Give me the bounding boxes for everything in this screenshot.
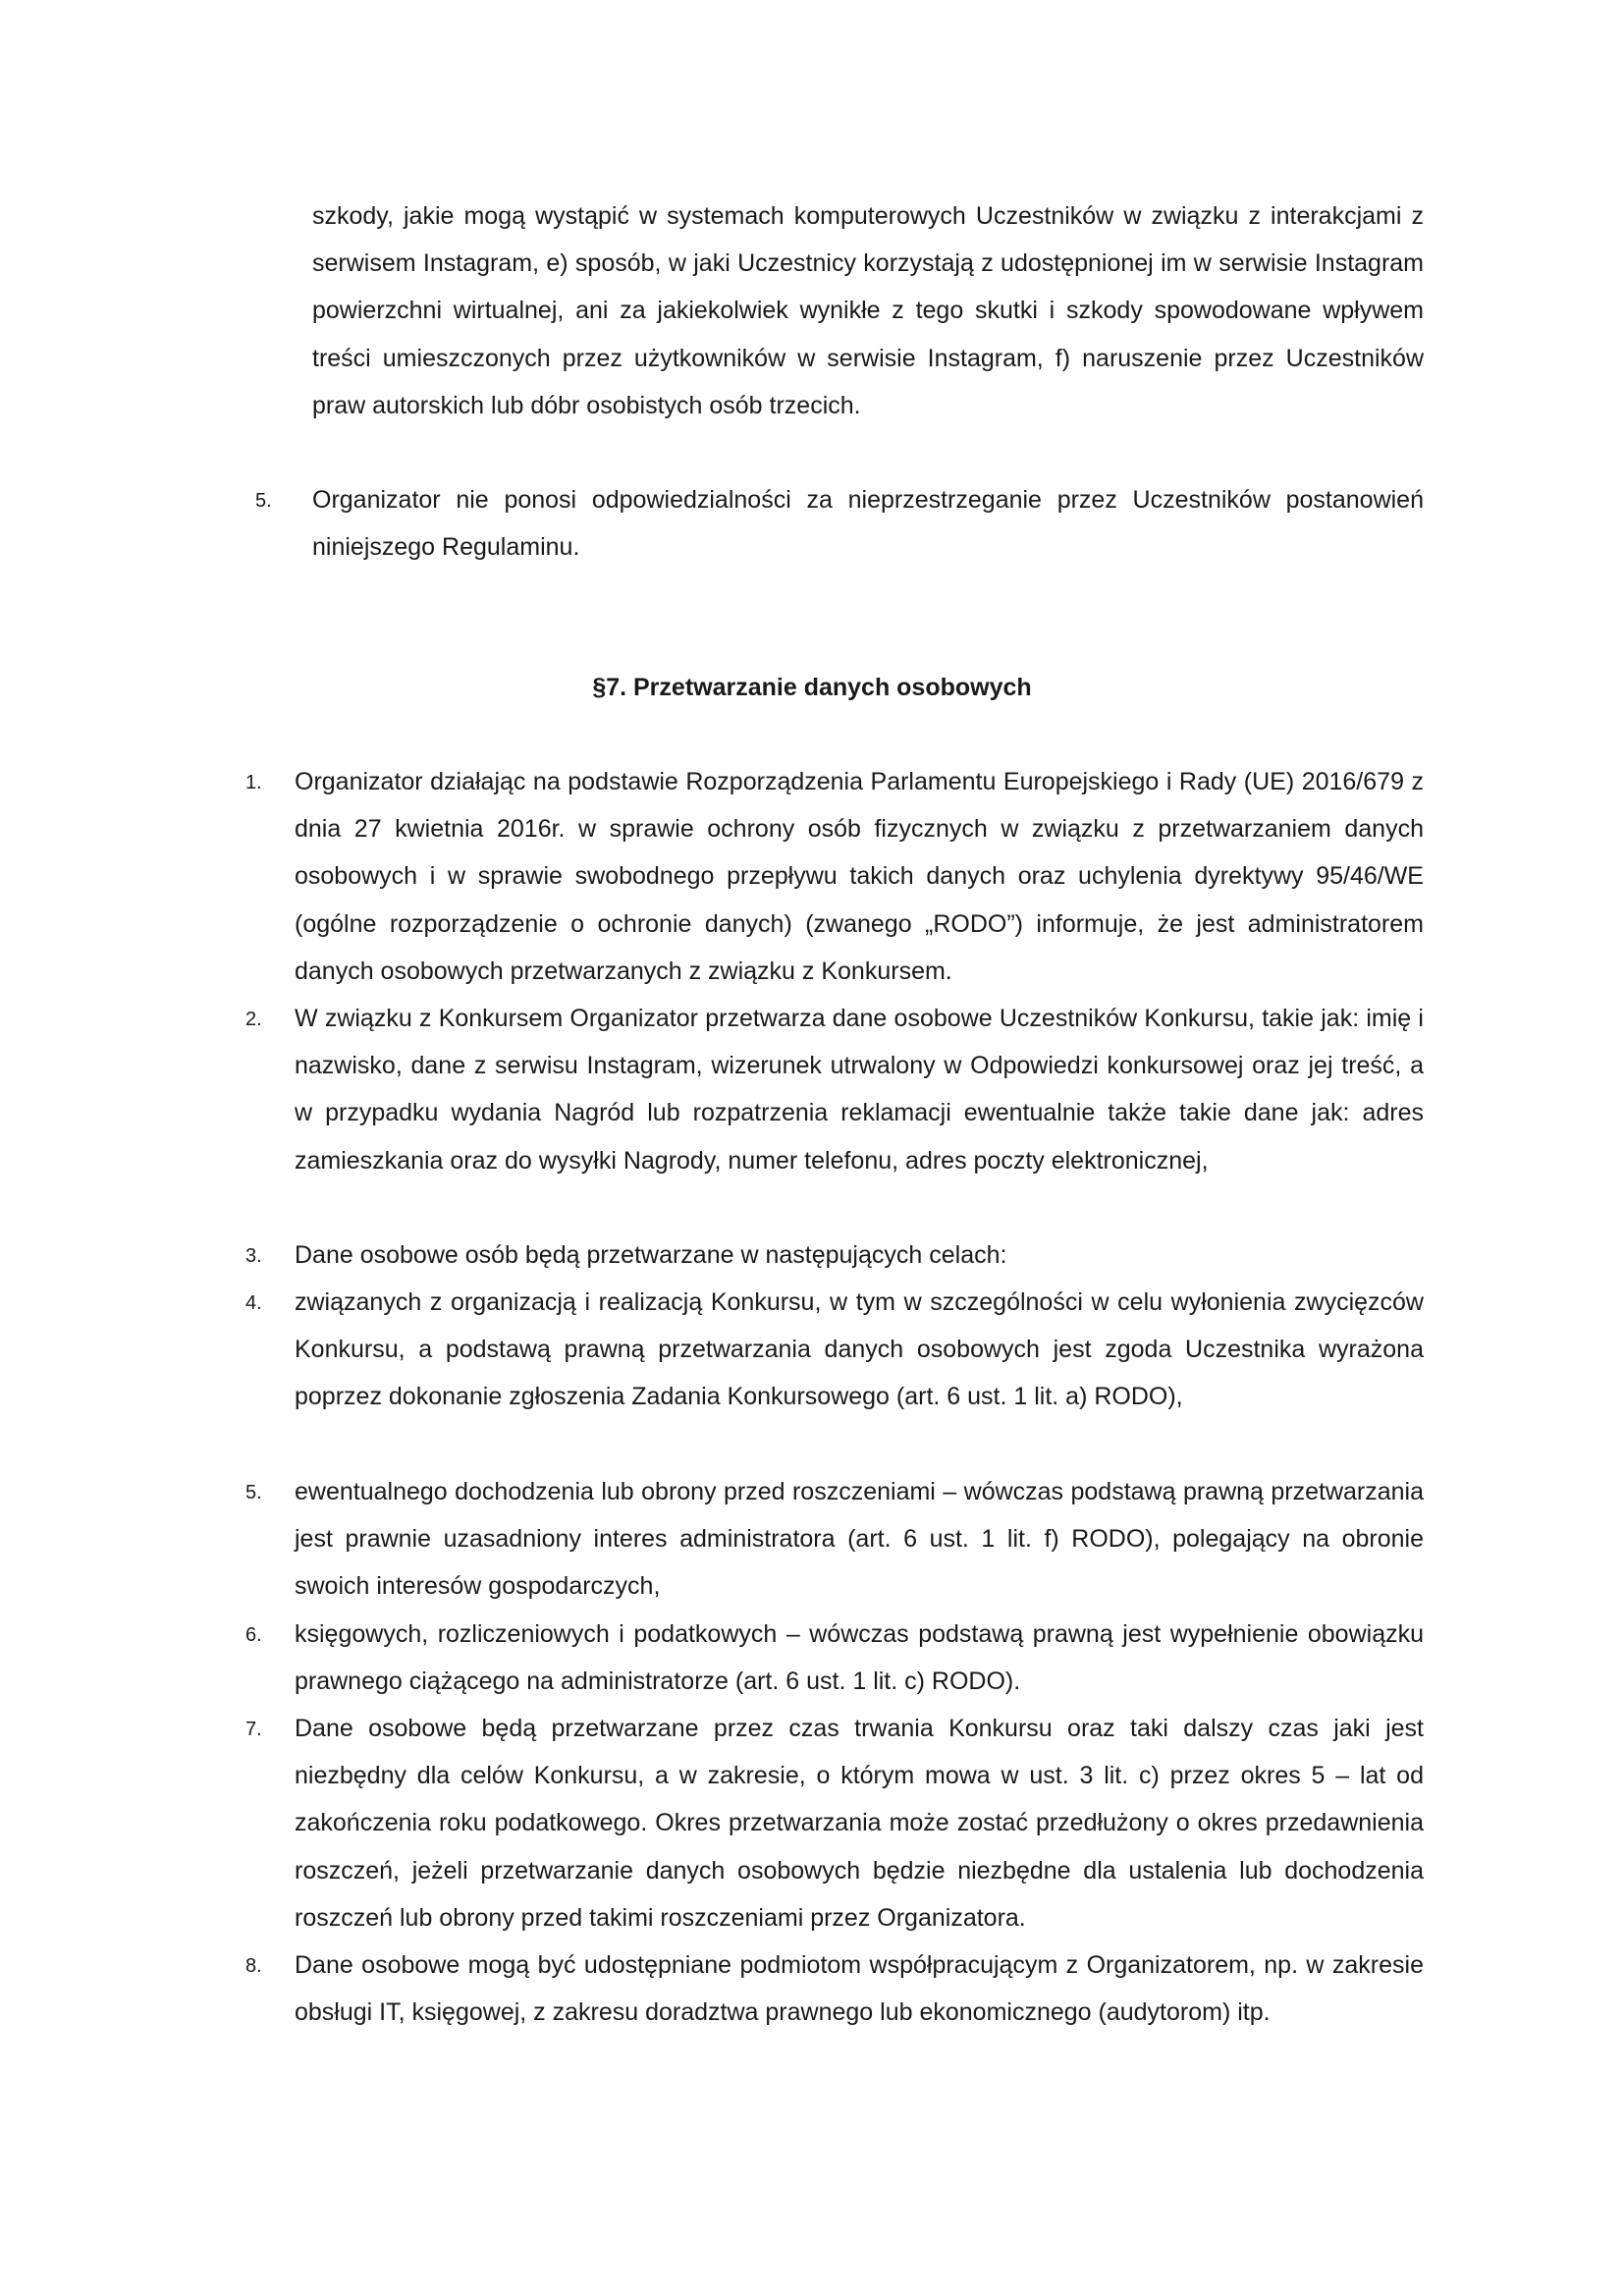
list-item-text: Organizator działając na podstawie Rozporządzenia Parlamentu Europejskiego i Rady (UE) 2016/679 z dnia 27 kwietnia 2016r. w sprawie ochrony osób fizycznych w związku z przetwarzaniem danych osobowych i w sprawie swobodnego przepływu takich danych oraz uchylenia dyrektywy 95/46/WE (ogólne rozporządzenie o ochronie danych) (zwanego „RODO”) informuje, że jest administratorem danych osobowych przetwarzanych z związku z Konkursem. [295,768,1424,985]
list-item-text: W związku z Konkursem Organizator przetwarza dane osobowe Uczestników Konkursu, takie jak: imię i nazwisko, dane z serwisu Instagram, wizerunek utrwalony w Odpowiedzi konkursowej oraz jej treść, a w przypadku wydania Nagród lub rozpatrzenia reklamacji ewentualnie także takie dane jak: adres zamieszkania oraz do wysyłki Nagrody, numer telefonu, adres poczty elektronicznej, [295,1005,1424,1175]
list-number: 7. [245,1719,262,1740]
list-number: 8. [245,1955,262,1977]
list-item-text: Dane osobowe będą przetwarzane przez czas trwania Konkursu oraz taki dalszy czas jaki jest niezbędny dla celów Konkursu, a w zakresie, o którym mowa w ust. 3 lit. c) przez okres 5 – lat od zakończenia roku podatkowego. Okres przetwarzania może zostać przedłużony o okres przedawnienia roszczeń, jeżeli przetwarzanie danych osobowych będzie niezbędne dla ustalenia lub dochodzenia roszczeń lub obrony przed takimi roszczeniami przez Organizatora. [295,1715,1424,1932]
list-number: 3. [245,1245,262,1267]
list-item-text: związanych z organizacją i realizacją Konkursu, w tym w szczególności w celu wyłonienia zwycięzców Konkursu, a podstawą prawną przetwarzania danych osobowych jest zgoda Uczestnika wyrażona poprzez dokonanie zgłoszenia Zadania Konkursowego (art. 6 ust. 1 lit. a) RODO), [295,1288,1424,1411]
list-number: 4. [245,1292,262,1314]
list-number: 5. [255,490,272,512]
section-heading: §7. Przetwarzanie danych osobowych [592,674,1032,701]
continuation-paragraph: szkody, jakie mogą wystąpić w systemach komputerowych Uczestników w związku z interakcjami z serwisem Instagram, e) sposób, w jaki Uczestnicy korzystają z udostępnionej im w serwisie Instagram powierzchni wirtualnej, ani za jakiekolwiek wynikłe z tego skutki i szkody spowodowane wpływem treści umieszczonych przez użytkowników w serwisie Instagram, f) naruszenie przez Uczestników praw autorskich lub dóbr osobistych osób trzecich. [312,202,1424,419]
list-item-text: Dane osobowe mogą być udostępniane podmiotom współpracującym z Organizatorem, np. w zakresie obsługi IT, księgowej, z zakresu doradztwa prawnego lub ekonomicznego (audytorom) itp. [295,1951,1424,2027]
list-number: 2. [245,1009,262,1030]
list-number: 1. [245,772,262,793]
list-item-text: ewentualnego dochodzenia lub obrony przed roszczeniami – wówczas podstawą prawną przetwarzania jest prawnie uzasadniony interes administratora (art. 6 ust. 1 lit. f) RODO), polegający na obronie swoich interesów gospodarczych, [295,1478,1424,1601]
list-item-text: księgowych, rozliczeniowych i podatkowych – wówczas podstawą prawną jest wypełnienie obowiązku prawnego ciążącego na administratorze (art. 6 ust. 1 lit. c) RODO). [295,1620,1424,1696]
list-item-text: Dane osobowe osób będą przetwarzane w następujących celach: [295,1241,1007,1269]
list-item-text: Organizator nie ponosi odpowiedzialności za nieprzestrzeganie przez Uczestników postanowień niniejszego Regulaminu. [312,486,1424,562]
list-number: 5. [245,1482,262,1503]
list-number: 6. [245,1624,262,1646]
